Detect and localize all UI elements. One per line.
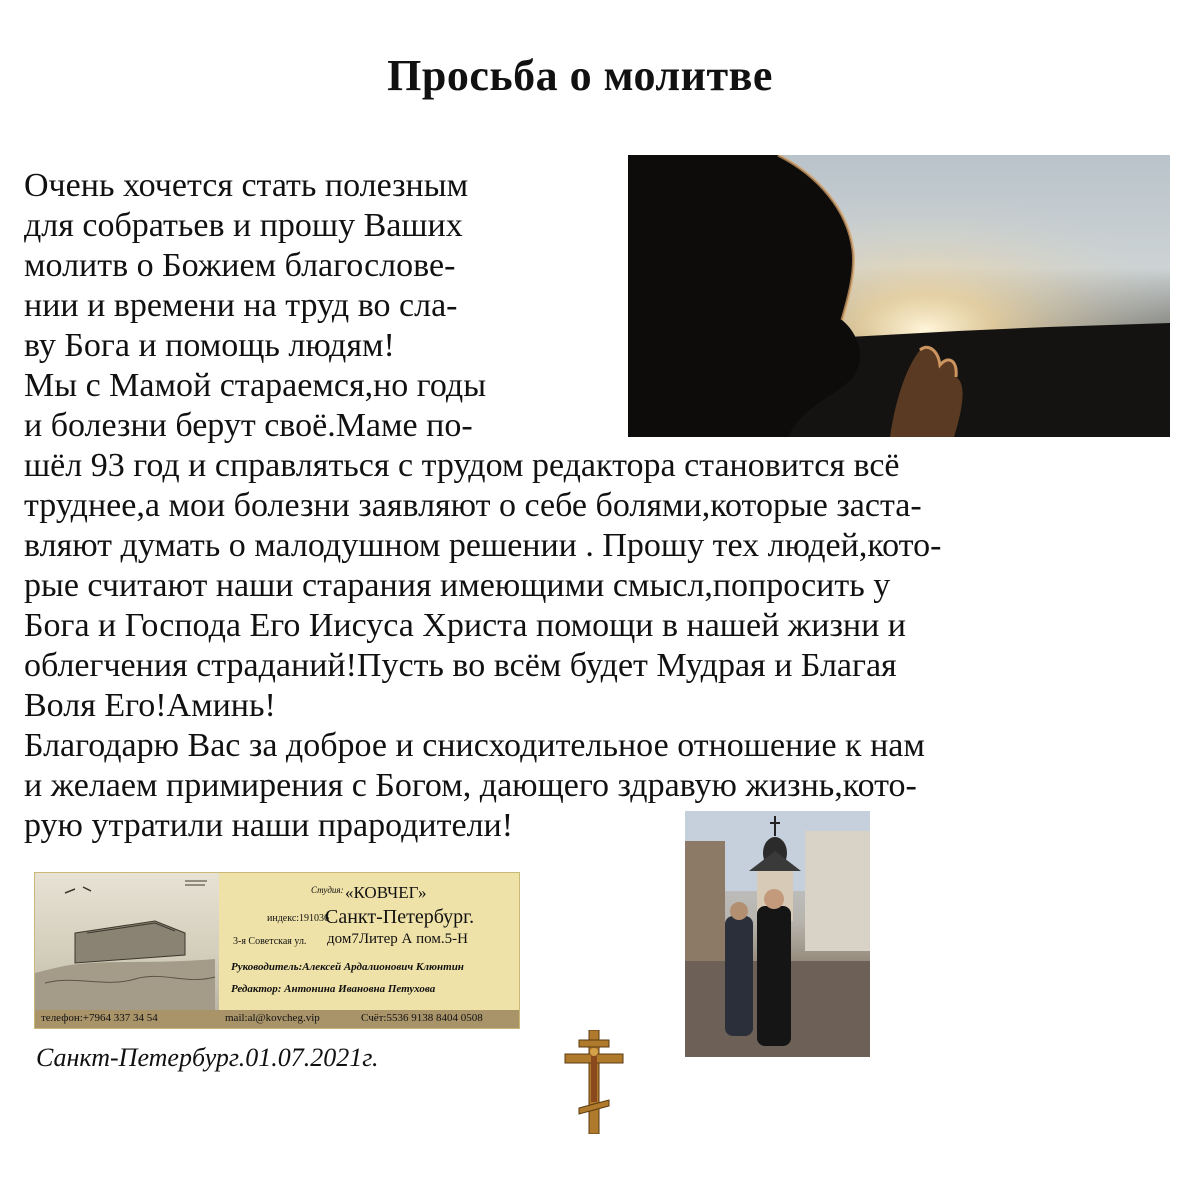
city: Санкт-Петербург. — [325, 906, 475, 928]
body-line: труднее,а мои болезни заявляют о себе болями,которые заста- — [24, 487, 922, 524]
body-line: облегчения страданий!Пусть во всём будет Мудрая и Благая — [24, 647, 897, 684]
body-line: и желаем примирения с Богом, дающего здравую жизнь,кото- — [24, 767, 917, 804]
praying-man-photo — [628, 155, 1170, 437]
page-title: Просьба о молитве — [387, 51, 773, 100]
body-line: Бога и Господа Его Иисуса Христа помощи в нашей жизни и — [24, 607, 906, 644]
praying-man-silhouette — [628, 155, 1170, 437]
body-line: и болезни берут своё.Маме по- — [24, 407, 473, 444]
body-line: шёл 93 год и справляться с трудом редактора становится всё — [24, 447, 900, 484]
studio-card — [34, 872, 520, 1029]
postal-index: индекс:191036 — [267, 913, 330, 924]
body-line: нии и времени на труд во сла- — [24, 287, 458, 324]
ark-engraving — [35, 873, 219, 1010]
body-line: ву Бога и помощь людям! — [24, 327, 395, 364]
body-line: молитв о Божием благослове- — [24, 247, 456, 284]
church-scene — [685, 811, 870, 1057]
house-address: дом7Литер А пом.5-Н — [327, 931, 468, 947]
body-line: вляют думать о малодушном решении . Прошу тех людей,кото- — [24, 527, 942, 564]
place-date: Санкт-Петербург.01.07.2021г. — [36, 1043, 379, 1072]
orthodox-cross-icon — [563, 1030, 625, 1134]
body-line: рую утратили наши прародители! — [24, 807, 514, 844]
body-line: Благодарю Вас за доброе и снисходительное отношение к нам — [24, 727, 925, 764]
studio-label: Студия: — [311, 885, 344, 895]
studio-name: «КОВЧЕГ» — [345, 883, 427, 902]
street: 3-я Советская ул. — [233, 936, 307, 947]
body-line: Очень хочется стать полезным — [24, 167, 469, 204]
body-line: Воля Его!Аминь! — [24, 687, 276, 724]
editor-person: Редактор: Антонина Ивановна Петухова — [231, 983, 436, 995]
body-line: Мы с Мамой стараемся,но годы — [24, 367, 487, 404]
phone: телефон:+7964 337 34 54 — [41, 1012, 158, 1024]
body-line: рые считают наши старания имеющими смысл,попросить у — [24, 567, 891, 604]
church-photo — [685, 811, 870, 1057]
email: mail:al@kovcheg.vip — [225, 1012, 320, 1024]
ark-icon — [35, 873, 219, 1010]
contact-strip — [35, 1010, 519, 1028]
head-person: Руководитель:Алексей Ардалионович Клюнтин — [231, 961, 464, 973]
body-line: для собратьев и прошу Ваших — [24, 207, 463, 244]
bank-account: Счёт:5536 9138 8404 0508 — [361, 1012, 483, 1024]
